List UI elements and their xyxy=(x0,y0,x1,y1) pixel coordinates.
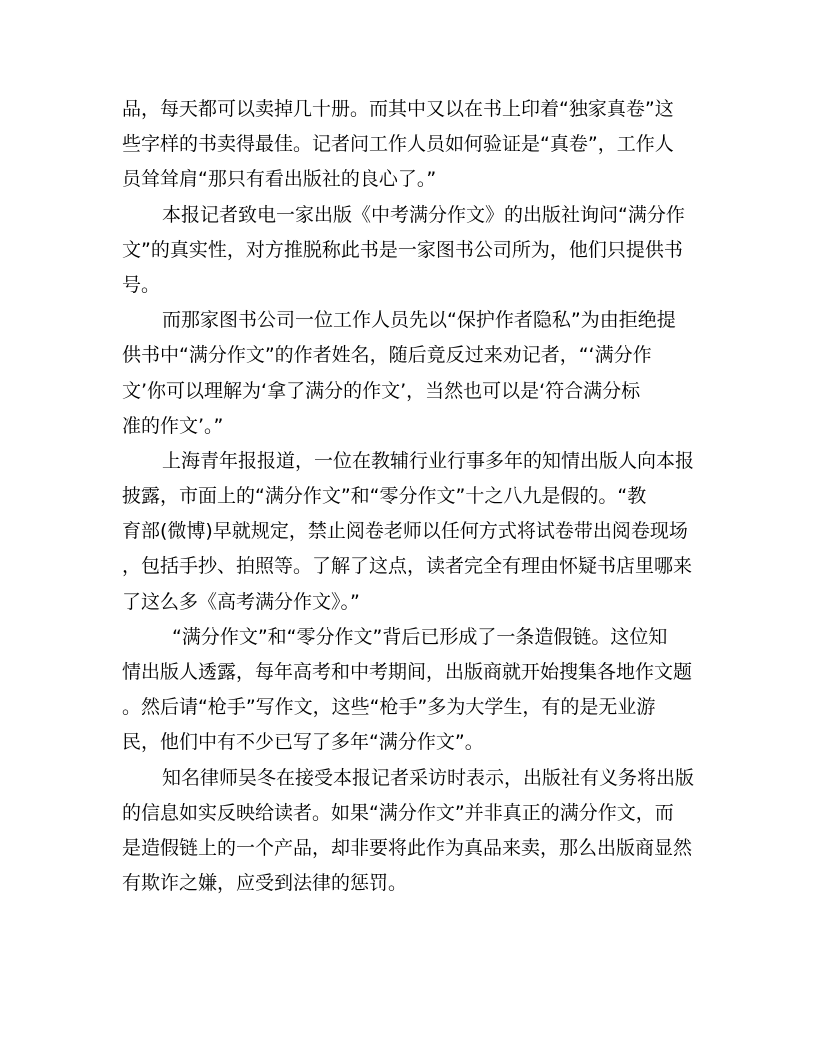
text-line: 号。 xyxy=(122,273,161,296)
text-line: 情出版人透露，每年高考和中考期间，出版商就开始搜集各地作文题 xyxy=(122,661,693,683)
text-line: 。然后请“枪手”写作文，这些“枪手”多为大学生，有的是无业游 xyxy=(122,696,656,719)
text-line: 文’你可以理解为‘拿了满分的作文’，当然也可以是‘符合满分标 xyxy=(122,379,641,402)
paragraph-first-line: 知名律师吴冬在接受本报记者采访时表示，出版社有义务将出版 xyxy=(162,766,695,789)
paragraph-first-line: 而那家图书公司一位工作人员先以“保护作者隐私”为由拒绝提 xyxy=(162,309,676,332)
paragraph-first-line: “满分作文”和“零分作文”背后已形成了一条造假链。这位知 xyxy=(172,625,668,648)
article-body xyxy=(122,92,696,901)
text-line: 些字样的书卖得最佳。记者问工作人员如何验证是“真卷”，工作人 xyxy=(122,133,674,156)
text-line: 供书中“满分作文”的作者姓名，随后竟反过来劝记者，“‘满分作 xyxy=(122,344,652,367)
text-line: 民，他们中有不少已写了多年“满分作文”。 xyxy=(122,731,484,754)
text-line: 有欺诈之嫌，应受到法律的惩罚。 xyxy=(122,872,408,895)
text-line: 文”的真实性，对方推脱称此书是一家图书公司所为，他们只提供书 xyxy=(122,238,683,261)
text-line: 准的作文’。” xyxy=(122,414,224,437)
text-line: 了这么多《高考满分作文》。” xyxy=(122,590,360,613)
text-line: 育部(微博)早就规定，禁止阅卷老师以任何方式将试卷带出阅卷现场 xyxy=(122,520,688,543)
text-line: 披露，市面上的“满分作文”和“零分作文”十之八九是假的。“教 xyxy=(122,485,647,508)
text-line: 是造假链上的一个产品，却非要将此作为真品来卖，那么出版商显然 xyxy=(122,836,693,859)
text-line: 品，每天都可以卖掉几十册。而其中又以在书上印着“独家真卷”这 xyxy=(122,98,674,120)
text-line: 员耸耸肩“那只有看出版社的良心了。” xyxy=(122,168,437,191)
text-line: 的信息如实反映给读者。如果“满分作文”并非真正的满分作文，而 xyxy=(122,801,674,824)
paragraph-first-line: 上海青年报报道，一位在教辅行业行事多年的知情出版人向本报 xyxy=(162,449,695,472)
text-line: ，包括手抄、拍照等。了解了这点，读者完全有理由怀疑书店里哪来 xyxy=(122,555,693,578)
paragraph-first-line: 本报记者致电一家出版《中考满分作文》的出版社询问“满分作 xyxy=(162,203,685,226)
